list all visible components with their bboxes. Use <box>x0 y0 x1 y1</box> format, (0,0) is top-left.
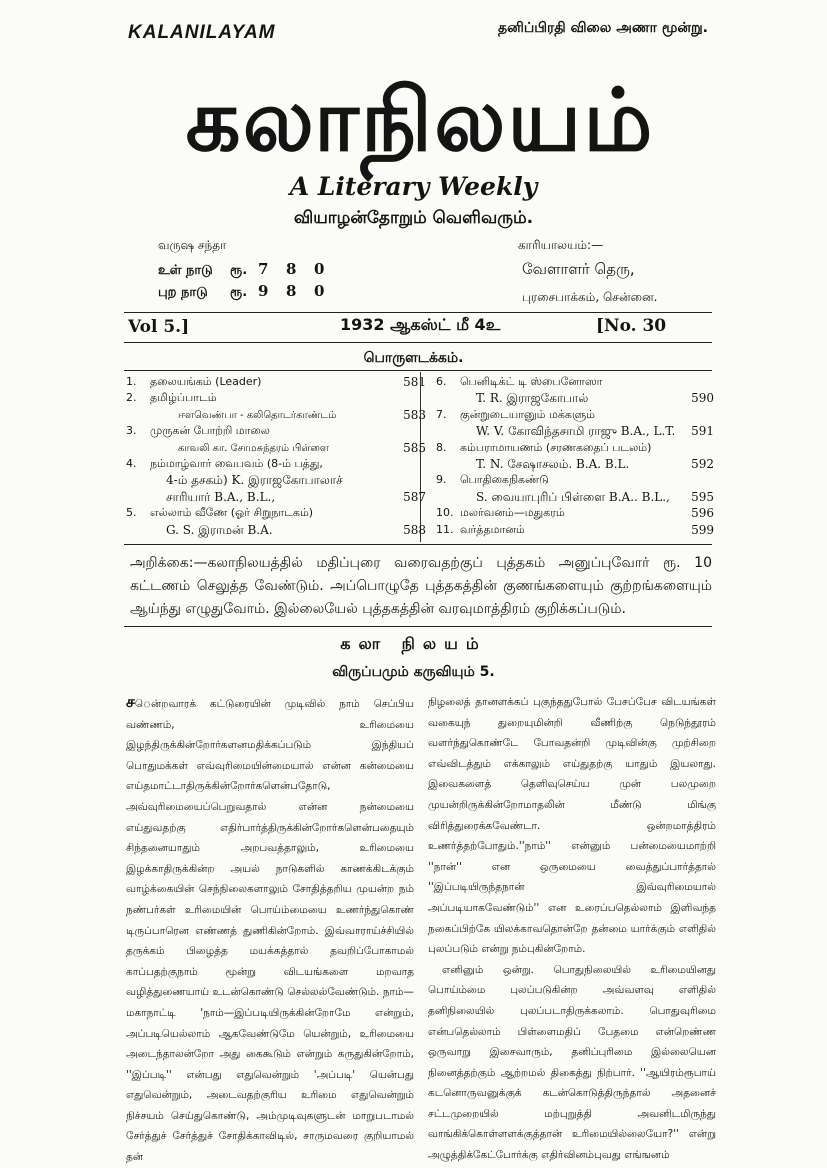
entry-title: பெனிடிக்ட் டி ஸ்பைனோஸா <box>460 375 603 388</box>
office-street: வேளாளர் தெரு, <box>522 260 635 278</box>
office-address <box>518 238 657 306</box>
entry-number: 6. <box>436 375 447 388</box>
contents-entry <box>436 441 714 457</box>
article-right-column <box>428 692 716 1166</box>
masthead-publication-name: KALANILAYAM <box>128 22 276 43</box>
subscription-row <box>158 282 342 304</box>
contents-entry <box>126 506 426 522</box>
masthead-price: தனிப்பிரதி விலை அணா மூன்று. <box>498 20 708 36</box>
entry-number: 5. <box>126 506 137 520</box>
volume-label: Vol 5.] <box>128 317 190 337</box>
contents-entry <box>436 391 714 407</box>
contents-entry <box>436 490 714 506</box>
office-area: புரசைபாக்கம், சென்னை. <box>522 290 658 304</box>
entry-page-number: 592 <box>691 456 714 471</box>
contents-left-column <box>126 375 426 539</box>
entry-number: 3. <box>126 424 137 438</box>
entry-subtitle: காவலி கா. சோமசுந்தரம் பிள்ளை <box>178 442 329 454</box>
subtitle-tamil: வியாழன்தோறும் வெளிவரும். <box>293 208 534 228</box>
entry-subtitle: 4-ம் தசகம்) K. இராஜகோபாலாச் <box>166 473 343 488</box>
divider <box>124 342 712 343</box>
amount-digit: 9 <box>258 282 269 300</box>
entry-page-number: 587 <box>403 489 426 504</box>
entry-subtitle: S. வையாபுரிப் பிள்ளை B.A.. B.L., <box>476 489 670 504</box>
entry-page-number: 585 <box>403 440 426 455</box>
notice-text: அறிக்கை:—கலாநிலயத்தில் மதிப்புரை வரைவதற்குப் புத்தகம் அனுப்புவோர் ரூ. 10 கட்டணம் செலுத்த வேண்டும். அப்பொழுதே புத்தகத்தின் குணங்களையும் குற்றங்களையும் ஆய்ந்து எழுதுவோம். இல்லையேல் புத்தகத்தின் வரவுமாத்திரம் குறிக்கப்படும். <box>130 555 712 617</box>
article-title: விருப்பமும் கருவியும் 5. <box>332 664 495 680</box>
entry-title: குன்றுடையானும் மக்களும் <box>460 407 595 421</box>
contents-entry <box>126 424 426 440</box>
entry-title: முருகன் போற்றி மாலை <box>150 424 270 438</box>
entry-subtitle: T. R. இராஜகோபால் <box>476 391 589 406</box>
amount-digit: 0 <box>314 282 325 300</box>
subscription-heading: வருஷ சந்தா <box>158 238 227 252</box>
entry-number: 9. <box>436 473 447 487</box>
contents-entry <box>126 391 426 407</box>
contents-entry <box>436 473 714 489</box>
contents-entry <box>126 473 426 489</box>
subscription-row <box>158 260 342 282</box>
contents-heading: பொருளடக்கம். <box>363 350 464 366</box>
contents-entry <box>126 408 426 424</box>
contents-entry <box>126 375 426 391</box>
contents-entry <box>436 457 714 473</box>
entry-page-number: 591 <box>691 424 714 439</box>
entry-title: வர்த்தமானம் <box>460 522 525 536</box>
contents-entry <box>436 408 714 424</box>
entry-subtitle: W. V. கோவிந்தசாமி ராஜு B.A., L.T. <box>476 424 676 439</box>
entry-title: கம்பராமாயணம் (சரணகதைப் படலம்) <box>460 440 652 454</box>
contents-entry <box>436 424 714 440</box>
entry-page-number: 599 <box>691 522 714 537</box>
contents-entry <box>126 441 426 457</box>
article-paragraph: எனினும் ஒன்று. பொதுநிலையில் உரிமையினது பொய்ம்மை புலப்படுகின்ற அவ்வளவு எளிதில் தனிநிலையில் புலப்படாதிருக்கலாம். பொதுவுரிமை என்பதெல்லாம் பிள்ளைமதிப் பேதமை என்றெண்ண ஒருவாறு இசைவாரும், தனிப்புரிமை இல்லையென நினைத்தற்கும் ஆற்றமல் திகைத்து நிற்பார். ''ஆயிரம்ரூபாய் கடனொருவனுக்குக் கடன்கொடுத்திருந்தால் அதனைச் சட்டமுறையில் மற்புறுத்தி அவனிடமிருந்து வாங்கிக்கொள்ளளக்குத்தான் உரிமையில்லையோ?'' என்று அழுத்திக்கேட்போர்க்கு எதிர்வினம்புவது எங்ஙனம் <box>428 963 716 1162</box>
entry-number: 1. <box>126 375 137 388</box>
section-title: கலா நிலயம் <box>340 634 487 653</box>
contents-right-column <box>436 375 714 539</box>
amount-digit: 8 <box>286 260 297 278</box>
entry-page-number: 583 <box>403 407 426 422</box>
currency-label: ரூ. <box>230 263 248 278</box>
entry-title: பொதிகைநிகண்டு <box>460 473 549 487</box>
article-paragraph: சென்றவாரக் கட்டுரையின் முடிவில் நாம் செப்பிய வண்ணம், உரிமையை இழந்திருக்கின்றோர்களனமதிக்கப்படும் இந்தியப் பொதுமக்கள் எவ்வுரிமையின்மையால் என்ன கன்மையை எய்தமாட்டாதிருக்கின்றோர்களென்பதோடு, அவ்வுரிமையைப்பெறுவதால் என்ன நன்மையை எய்துவதற்கு எதிர்பார்த்திருக்கின்றோர்களென்பதையும் சிந்தனையாதும் அறபவத்தாலும், உரிமையை இழக்காதிருக்கின்ற அயல் நாடுகளில் காணக்கிடக்கும் வாழ்க்கையின் செந்நிலைகளாலும் சோதித்தறிய முயன்ற நம் நண்பர்கள் உரிமையின் பொய்ம்மையை உணர்ந்துகொண் டிருப்பாரென எண்ணத் துணிகின்றோம். இவ்வாராய்ச்சியில் தருக்கம் பிழைத்த மயக்கத்தால் தவறிப்போகாமல் காப்பதற்குநாம் மூன்று விடயங்களை மறவாத வழித்துணையாய் உடன்கொண்டு செல்லல்வேண்டும். நாம்—மகாநாட்டி 'நாம்—இப்படியிருக்கின்றோமே என்றும், அப்படியெல்லாம் ஆகவேண்டுமே யென்றும், உரிமையை அடைந்தாலன்றோ அது கைகூடும் என்றும் கருதுகின்றோம், ''இப்படி'' என்பது எதுவென்றும் 'அப்படி' யென்பது எதுவென்றும், அடைவதற்குரிய உரிமை எதுவென்றும் நிச்சயம் செய்துகொண்டு, அம்முடிவுகளுடன் மாறுபடாமல் சேர்த்துச் சேர்த்துச் சோதிக்காவிடில், சாருமவரை குறியாமல் தன் <box>126 692 414 1164</box>
entry-number: 11. <box>436 522 454 536</box>
entry-number: 8. <box>436 440 447 454</box>
entry-subtitle: T. N. சேஷாசலம். B.A. B.L. <box>476 456 630 471</box>
article-left-column <box>126 692 414 1168</box>
divider <box>124 370 712 371</box>
contents-entry <box>126 457 426 473</box>
article-paragraph: நிழலைத் தானளக்கப் புகுந்ததுபோல் பேசப்பேச விடயங்கள் வகையுந் துறையுமின்றி வீணிற்கு நெடுந்தூரம் வளர்ந்துகொண்டே போவதன்றி முடிவின்கு முற்சிறை எவ்விடத்தும் எக்காலும் எய்துதற்கு யாதும் இயலாது. இவைகளைத் தெளிவுசெய்ய முன் பலமுறை முயன்றிருக்கின்றோமாதலின் மீண்டு மிங்கு விரித்துரைக்கவேண்டா. ஒன்றமாத்திரம் உணர்த்தற்போதும்.''நாம்'' என்னும் பன்மையைமாற்றி ''நான்'' என ஒருமையை வைத்துப்பார்த்தால் ''இப்படியிருந்தநான் இவ்வுரிமையால் அப்படியாகவேண்டும்'' என உரைப்பதெல்லாம் இளிவந்த நகைப்பிற்கே யிலக்காவதொன்றே தன்மை யார்க்கும் எளிதில் புலப்படும் என்று நம்புகின்றோம். <box>428 696 716 956</box>
entry-title: மலர்வனம்—மதுகரம் <box>460 506 565 520</box>
entry-number: 10. <box>436 506 454 520</box>
entry-number: 4. <box>126 456 137 470</box>
entry-page-number: 588 <box>403 522 426 537</box>
page-title: கலாநிலயம் <box>185 71 655 171</box>
entry-page-number: 581 <box>403 375 426 389</box>
amount-digit: 7 <box>258 260 269 278</box>
amount-digit: 0 <box>314 260 325 278</box>
contents-entry <box>436 523 714 539</box>
subscription-label: புற நாடு <box>158 285 208 300</box>
entry-subtitle: ஈளவெண்பா - கலிதொடர்காண்டம் <box>178 409 337 421</box>
currency-label: ரூ. <box>230 285 248 300</box>
divider <box>124 312 712 313</box>
contents-entry <box>436 506 714 522</box>
entry-title: எல்லாம் வீணே (ஓர் சிறுநாடகம்) <box>150 506 314 520</box>
issue-number: [No. 30 <box>596 316 667 336</box>
issue-date: 1932 ஆகஸ்ட் மீ 4உ <box>340 315 501 334</box>
entry-title: தமிழ்ப்பாடம் <box>150 391 217 405</box>
subtitle-english: A Literary Weekly <box>289 172 538 201</box>
office-heading: காரியாலயம்:— <box>518 238 604 252</box>
entry-number: 7. <box>436 407 447 421</box>
divider <box>124 544 712 545</box>
drop-cap: ச <box>126 692 135 711</box>
entry-title: தலையங்கம் (Leader) <box>150 375 262 388</box>
entry-page-number: 596 <box>691 506 714 521</box>
entry-subtitle: G. S. இராமன் B.A. <box>166 522 273 537</box>
entry-subtitle: சாரியார் B.A., B.L., <box>166 489 276 504</box>
entry-number: 2. <box>126 391 137 405</box>
divider <box>124 626 712 627</box>
subscription-block <box>158 238 342 304</box>
amount-digit: 8 <box>286 282 297 300</box>
entry-page-number: 590 <box>691 391 714 406</box>
contents-entry <box>436 375 714 391</box>
entry-title: நம்மாழ்வார் வைபவம் (8-ம் பத்து, <box>150 456 323 470</box>
subscription-label: உள் நாடு <box>158 263 213 278</box>
contents-entry <box>126 490 426 506</box>
entry-page-number: 595 <box>691 489 714 504</box>
contents-entry <box>126 523 426 539</box>
